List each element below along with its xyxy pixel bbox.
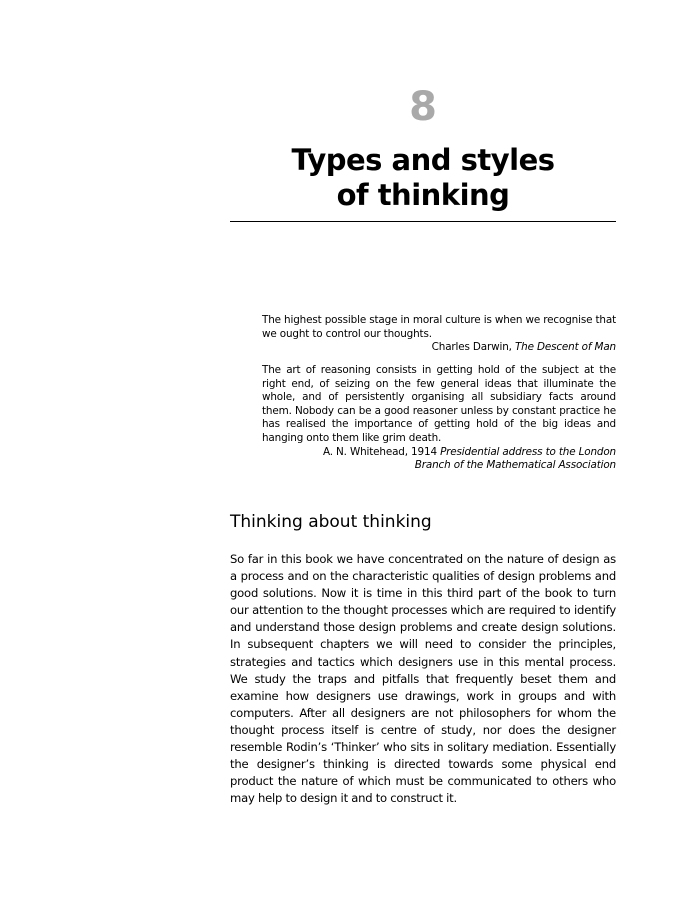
epigraph-source: Branch of the Mathematical Association [414, 459, 616, 472]
epigraph-source: The Descent of Man [514, 341, 616, 354]
title-divider [230, 221, 616, 222]
section-heading: Thinking about thinking [230, 512, 432, 532]
epigraph-author: A. N. Whitehead, 1914 [322, 445, 441, 458]
epigraph-attribution [262, 341, 616, 355]
chapter-title [230, 143, 616, 213]
epigraph-whitehead [262, 364, 616, 473]
chapter-title-line-2: of thinking [336, 178, 510, 212]
epigraph-darwin [262, 314, 616, 355]
body-paragraph: So far in this book we have concentrated on the nature of design as a process and on the characteristic qualities of design problems and good solutions. Now it is time in this third part of the book to turn our attention to the thought processes which are required to identify and understand those design problems and create design solutions. In subsequent chapters we will need to consider the principles, strategies and tactics which designers use in this mental process. We study the traps and pitfalls that frequently beset them and examine how designers use drawings, work in groups and with computers. After all designers are not philosophers for whom the thought process itself is centre of study, nor does the designer resemble Rodin’s ‘Thinker’ who sits in solitary mediation. Essentially the designer’s thinking is directed towards some physical end product the nature of which must be communicated to others who may help to design it and to construct it. [230, 552, 616, 806]
epigraph-attribution [262, 446, 616, 460]
chapter-number: 8 [409, 84, 437, 130]
epigraph-quote: The art of reasoning consists in getting hold of the subject at the right end, of seizing on the few general ideas that illuminate the whole, and of persistently organising all subsidiary facts around them. Nobody can be a good reasoner unless by constant practice he has realised the importance of getting hold of the big ideas and hanging onto them like grim death. [262, 364, 616, 444]
chapter-title-line-1: Types and styles [291, 143, 555, 177]
epigraph-quote: The highest possible stage in moral culture is when we recognise that we ought to control our thoughts. [262, 314, 616, 340]
epigraph-source: Presidential address to the London [440, 445, 616, 458]
epigraph-author: Charles Darwin, [431, 341, 515, 354]
epigraph-attribution-continued [262, 459, 616, 473]
